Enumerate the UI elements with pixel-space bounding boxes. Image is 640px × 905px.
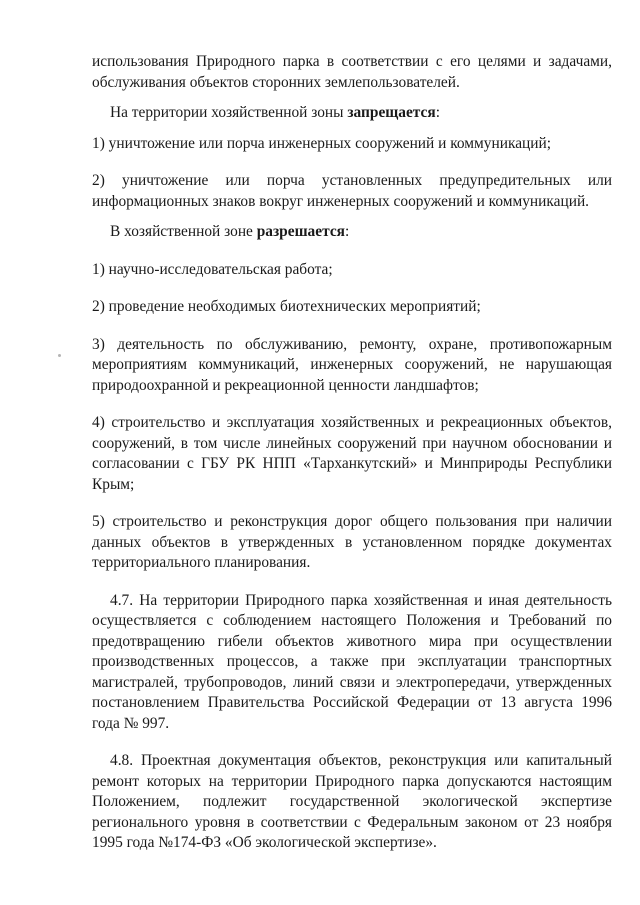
prohibited-intro-text: На территории хозяйственной зоны <box>110 104 348 121</box>
allowed-item-3: 3) деятельность по обслуживанию, ремонту, охране, противопожарным мероприятиям коммуникаций, инженерных сооружений, не нарушающая природоохранной и рекреационной ценности ландшафтов; <box>92 335 612 394</box>
paragraph-continuation: использования Природного парка в соответствии с его целями и задачами, обслуживания объектов сторонних землепользователей. <box>92 53 612 91</box>
allowed-intro <box>92 222 612 243</box>
prohibited-item-1: 1) уничтожение или порча инженерных сооружений и коммуникаций; <box>92 134 552 152</box>
prohibited-item-2: 2) уничтожение или порча установленных предупредительных или информационных знаков вокруг инженерных сооружений и коммуникаций. <box>92 172 612 210</box>
section-4-7: 4.7. На территории Природного парка хозяйственная и иная деятельность осуществляется с соблюдением настоящего Положения и Требований по предотвращению гибели объектов животного мира при осуществлении производственных процессов, а также при эксплуатации транспортных магистралей, трубопроводов, линий связи и электропередачи, утвержденных постановлением Правительства Российской Федерации от 13 августа 1996 года № 997. <box>92 591 612 732</box>
allowed-item-5: 5) строительство и реконструкция дорог общего пользования при наличии данных объектов в утвержденных в установленном порядке документах территориального планирования. <box>92 513 612 571</box>
allowed-intro-colon: : <box>345 223 350 240</box>
allowed-item-2: 2) проведение необходимых биотехнических мероприятий; <box>92 298 481 315</box>
section-4-8: 4.8. Проектная документация объектов, реконструкция или капитальный ремонт которых на территории Природного парка допускаются настоящим Положением, подлежит государственной экологической экспертизе регионального уровня в соответствии с Федеральным законом от 23 ноября 1995 года №174-ФЗ «Об экологической экспертизе». <box>92 752 612 851</box>
allowed-item-1: 1) научно-исследовательская работа; <box>92 260 333 278</box>
prohibited-intro <box>92 103 612 124</box>
allowed-intro-text: В хозяйственной зоне <box>110 223 257 240</box>
scan-speck <box>58 354 61 357</box>
document-page <box>92 52 612 871</box>
allowed-item-4: 4) строительство и эксплуатация хозяйственных и рекреационных объектов, сооружений, в том числе линейных сооружений при научном обосновании и согласовании с ГБУ РК НПП «Тарханкутский» и Минприроды Республики Крым; <box>92 414 612 493</box>
prohibited-keyword: запрещается <box>347 104 436 121</box>
prohibited-intro-colon: : <box>435 104 440 121</box>
allowed-keyword: разрешается <box>256 223 345 240</box>
